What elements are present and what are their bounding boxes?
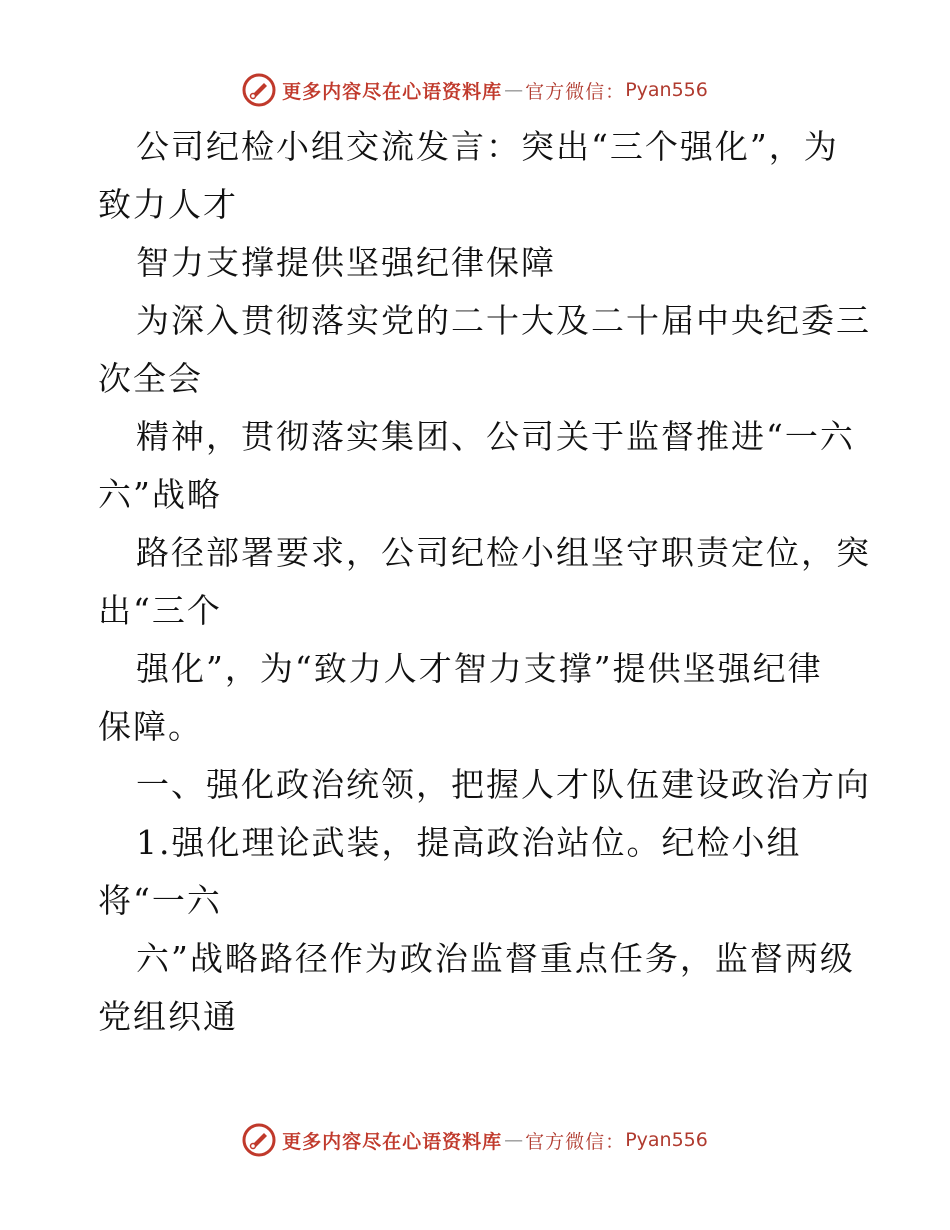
text-line: 党组织通 [98, 997, 238, 1036]
footer-banner [0, 1120, 950, 1160]
text-line: 六”战略路径作为政治监督重点任务，监督两级 [136, 939, 855, 978]
text-line: 1.强化理论武装，提高政治站位。纪检小组 [136, 823, 802, 862]
banner-official-label: 官方微信： [525, 80, 626, 103]
document-body [98, 118, 871, 1046]
text-line: 保障。 [98, 707, 203, 746]
banner-brand: 更多内容尽在心语资料库 [282, 1130, 503, 1153]
text-line: 为深入贯彻落实党的二十大及二十届中央纪委三 [136, 301, 871, 340]
header-banner [0, 70, 950, 110]
text-line: 智力支撑提供坚强纪律保障 [136, 243, 556, 282]
banner-wechat-id: Pyan556 [625, 1129, 708, 1151]
banner-official-label: 官方微信： [525, 1130, 626, 1153]
brand-logo-icon [242, 1123, 276, 1157]
banner-separator: — [504, 1129, 524, 1151]
text-line: 一、强化政治统领，把握人才队伍建设政治方向 [136, 765, 871, 804]
text-line: 公司纪检小组交流发言：突出“三个强化”，为 [136, 127, 839, 166]
text-line: 次全会 [98, 359, 203, 398]
text-line: 将“一六 [98, 881, 222, 920]
banner-wechat-id: Pyan556 [625, 79, 708, 101]
text-line: 精神，贯彻落实集团、公司关于监督推进“一六 [136, 417, 855, 456]
banner-separator: — [504, 79, 524, 101]
text-line: 强化”，为“致力人才智力支撑”提供坚强纪律 [136, 649, 823, 688]
text-line: 致力人才 [98, 185, 238, 224]
banner-brand: 更多内容尽在心语资料库 [282, 80, 503, 103]
text-line: 六”战略 [98, 475, 222, 514]
text-line: 路径部署要求，公司纪检小组坚守职责定位，突 [136, 533, 871, 572]
text-line: 出“三个 [98, 591, 222, 630]
brand-logo-icon [242, 73, 276, 107]
